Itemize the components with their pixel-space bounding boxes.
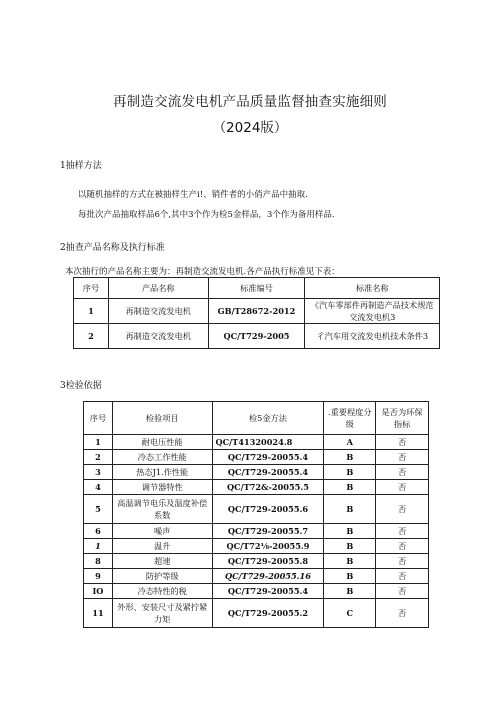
environmental-flag: 否 [376,495,429,524]
environmental-flag: 否 [376,435,429,450]
environmental-flag: 否 [376,465,429,480]
test-method: QC/T729-20055.6 [212,495,324,524]
section-3-heading: 3检验依据 [60,381,102,391]
row-number: 2 [74,324,109,349]
header-cell: 序号 [74,278,109,299]
importance-level: C [324,599,376,628]
environmental-flag: 否 [376,539,429,554]
section-1-paragraph-2: 每批次产品抽取样品6个,其中3个作为检5金样品，3个作为备用样品. [78,210,335,220]
header-cell: 检5金方法 [212,402,324,435]
importance-level: B [324,524,376,539]
row-number: 1 [84,435,113,450]
environmental-flag: 否 [376,584,429,599]
table-row [84,465,429,480]
section-2-intro: 本次抽行的产品名称主要为：再制造交流发电机.各产品执行标准见下表： [65,267,340,277]
test-method: QC/T729-20055.7 [212,524,324,539]
standard-code: QC/T729-2005 [208,324,305,349]
table-row [84,435,429,450]
table-row [84,524,429,539]
importance-level: B [324,584,376,599]
standards-table [73,277,440,349]
importance-level: A [324,435,376,450]
table-row [84,554,429,569]
table-row [84,569,429,584]
table-row [84,599,429,628]
table-row [74,299,440,324]
importance-level: B [324,554,376,569]
environmental-flag: 否 [376,554,429,569]
row-number: 1 [74,299,109,324]
table-row [84,584,429,599]
header-cell: 标准编号 [208,278,305,299]
row-number: 4 [84,480,113,495]
standard-name: 《汽车零部件再制造产品技术规范交流发电机3 [305,299,440,324]
document-subtitle: （2024版） [212,120,288,136]
header-cell: .重要程度分级 [324,402,376,435]
row-number: 1 [84,539,113,554]
standard-code: GB/T28672-2012 [208,299,305,324]
row-number: 3 [84,465,113,480]
inspection-table [83,401,429,628]
table-row [84,450,429,465]
test-method: QC/T729-20055.16 [212,569,324,584]
test-method: QC/T729-20055.4 [212,450,324,465]
inspection-item: 耐电压性能 [112,435,212,450]
row-number: 6 [84,524,113,539]
section-2-heading: 2抽查产品名称及执行标准 [60,243,165,253]
inspection-item: 冷态特性的税 [112,584,212,599]
inspection-item: 防护等级 [112,569,212,584]
importance-level: B [324,450,376,465]
table-row [84,539,429,554]
inspection-item: 冷态工作性能 [112,450,212,465]
section-1-heading: 1抽样方法 [60,161,102,171]
importance-level: B [324,539,376,554]
test-method: QC/T729-20055.2 [212,599,324,628]
importance-level: B [324,480,376,495]
test-method: QC/T72&-20055.5 [212,480,324,495]
table-row [84,480,429,495]
inspection-item: 高温调节电乐及温度补偿系数 [112,495,212,524]
section-1-paragraph-1: 以随机抽样的方式在被抽样生产i!、销件者的小俏产品中抽取. [78,190,308,200]
inspection-item: 热态J1.作性能 [112,465,212,480]
row-number: 8 [84,554,113,569]
test-method: QC/T729-20055.8 [212,554,324,569]
standards-table-header-row [74,278,440,299]
table-row [84,495,429,524]
test-method: QC/T41320024.8 [212,435,324,450]
importance-level: B [324,465,376,480]
importance-level: B [324,495,376,524]
test-method: QC/T729-20055.4 [212,584,324,599]
header-cell: 序号 [84,402,113,435]
test-method: QC/T72⅛-20055.9 [212,539,324,554]
inspection-item: 温升 [112,539,212,554]
product-name: 再制造交流发电机 [108,324,208,349]
row-number: 2 [84,450,113,465]
row-number: 11 [84,599,113,628]
environmental-flag: 否 [376,450,429,465]
header-cell: 是否为环保指标 [376,402,429,435]
importance-level: B [324,569,376,584]
environmental-flag: 否 [376,524,429,539]
inspection-item: 噪声 [112,524,212,539]
header-cell: 检验项目 [112,402,212,435]
row-number: IO [84,584,113,599]
header-cell: 标准名称 [305,278,440,299]
environmental-flag: 否 [376,480,429,495]
product-name: 再制造交流发电机 [108,299,208,324]
test-method: QC/T729-20055.4 [212,465,324,480]
row-number: 5 [84,495,113,524]
header-cell: 产品名称 [108,278,208,299]
table-row [74,324,440,349]
standard-name: 彳汽车用交流发电机技术条件3 [305,324,440,349]
environmental-flag: 否 [376,569,429,584]
inspection-item: 调节器特性 [112,480,212,495]
inspection-item: 外形、安装尺寸及紧拧紧力矩 [112,599,212,628]
row-number: 9 [84,569,113,584]
environmental-flag: 否 [376,599,429,628]
document-title: 再制造交流发电机产品质量监督抽查实施细则 [113,94,387,110]
inspection-table-header-row [84,402,429,435]
inspection-item: 超速 [112,554,212,569]
